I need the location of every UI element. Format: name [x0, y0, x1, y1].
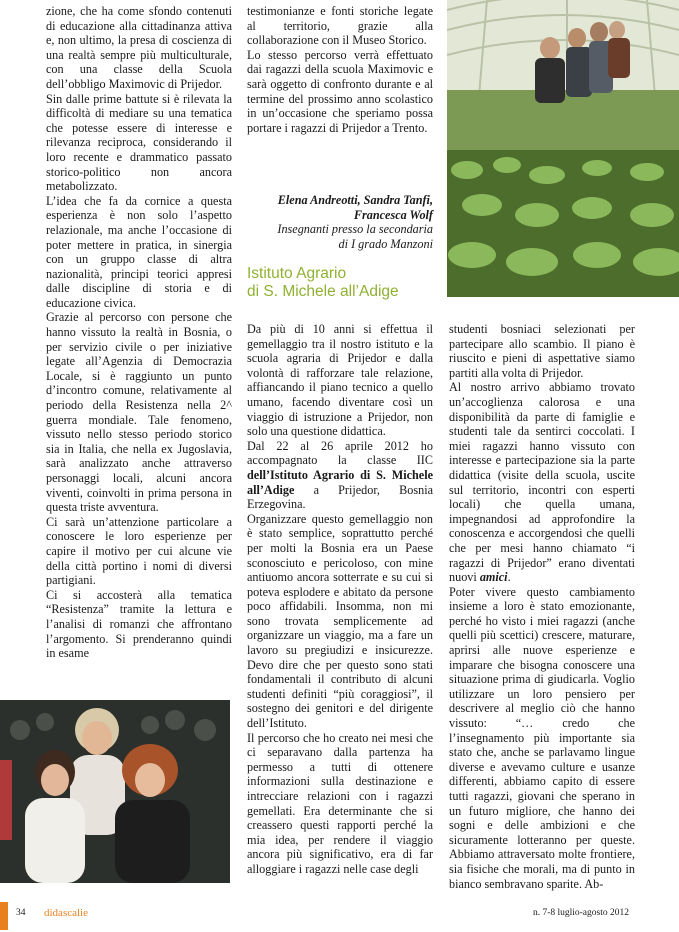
col3-paragraph: studenti bosniaci selezionati per partecipare allo scambio. Il piano è riuscito e pieni di aspettative siamo partiti alla volta di Prijedor.	[449, 322, 635, 380]
text-span: Al nostro arrivo abbiamo trovato un’accoglienza calorosa e una disponibilità da parte di famiglie e studenti tale da sentirci coccolati. I miei ragazzi hanno vissuto con interesse e partecipazione sia la parte didattica (visite della scuola, uscite sul territorio, incontri con esperti locali) che quella umana, impegnandosi ad approfondire la conoscenza e accorgendosi che quelli che per mesi hanno chiamato “i ragazzi di Prijedor” erano diventati nuovi	[449, 380, 635, 585]
greenhouse-illustration	[447, 0, 679, 297]
bold-school-name: dell’Istituto Agrario di S. Michele all’Adige	[247, 467, 433, 497]
col2-paragraph: Organizzare questo gemellaggio non è stato semplice, soprattutto perché per molti la Bosnia era un Paese sconosciuto e pericoloso, con mine antiuomo ancora sotterrate e su cui si poteva esplodere e abitato da persone poco affidabili. Insomma, non mi sono trovata semplicemente ad organizzare un viaggio, ma a fare un lavoro su pregiudizi e insicurezze. Devo dire che per questo sono stati fondamentali il contributo di alcuni studenti definiti “più coraggiosi”, il sostegno dei genitori e del dirigente dell’Istituto.	[247, 511, 433, 731]
text-span: a Prijedor, Bosnia Erzegovina.	[247, 482, 433, 512]
column-2-top	[247, 4, 433, 135]
column-3	[449, 322, 635, 891]
col2-paragraph: testimonianze e fonti storiche legate al territorio, grazie alla collaborazione con il Museo Storico.	[247, 4, 433, 48]
author-role: di I grado Manzoni	[338, 236, 433, 251]
col1-paragraph: Ci sarà un’attenzione particolare a conoscere le loro esperienze per capire il motivo per cui alcune vie della città portino i nomi di diversi partigiani.	[46, 514, 232, 588]
col2-paragraph: Da più di 10 anni si effettua il gemellaggio tra il nostro istituto e la scuola agraria di Prijedor e dalla volontà di rafforzare tale relazione, affiancando il piano tecnico a quello umano, facendo diventare così un viaggio di istruzione a Prijedor, non solo una questione didattica.	[247, 322, 433, 439]
col1-paragraph: zione, che ha come sfondo contenuti di educazione alla cittadinanza attiva e, non ultimo, la presa di coscienza di una realtà sempre più multiculturale, con una classe della Scuola dell’obbligo Maximovic di Prijedor.	[46, 4, 232, 91]
page-number: 34	[16, 908, 26, 918]
text-span: Dal 22 al 26 aprile 2012 ho accompagnato la classe IIC	[247, 438, 433, 468]
bold-italic-word: amici	[479, 570, 508, 585]
footer-accent-bar	[0, 902, 8, 930]
magazine-name: didascalie	[44, 907, 88, 919]
col2-paragraph: Lo stesso percorso verrà effettuato dai ragazzi della scuola Maximovic e sarà oggetto di confronto durante e al termine del prossimo anno scolastico in un’occasione che speriamo possa portare i ragazzi di Prijedor a Trento.	[247, 47, 433, 135]
col2-paragraph: Il percorso che ho creato nei mesi che ci separavano dalla partenza ha permesso a tutti di ottenere informazioni sulla destinazione e intrecciare relazioni con i ragazzi gemellati. Era determinante che si creassero questi rapporti perché la mia idea, per rendere il viaggio ancora più significativo, era di far alloggiare i ragazzi nelle case degli	[247, 730, 433, 876]
section-title	[247, 265, 447, 301]
greenhouse-photo	[447, 0, 679, 297]
author-names: Francesca Wolf	[353, 207, 433, 222]
text-span: .	[507, 570, 511, 585]
col2-paragraph	[247, 439, 433, 512]
column-1	[46, 4, 232, 661]
col3-paragraph	[449, 380, 635, 584]
col3-paragraph: Poter vivere questo cambiamento insieme a loro è stato emozionante, perché ho visto i miei ragazzi (anche quelli più scettici) crescere, maturare, aprirsi alle nuove esperienze e imparare che bisogna conoscere una situazione prima di giudicarla. Voglio utilizzare un loro pensiero per descrivere al meglio ciò che hanno vissuto: “… credo che l’insegnamento più importante sia stato che, anche se parlavamo lingue diverse e avevamo culture e usanze differenti, abbiamo capito di essere tutti ragazzi, giovani che sperano in un futuro migliore, che hanno dei sogni e delle ambizioni e che sicuramente lotteranno per queste. Abbiamo attraversato molte frontiere, sia fisiche che morali, ma di punto in bianco sembravano sparite. Ab-	[449, 584, 635, 891]
col1-paragraph: Grazie al percorso con persone che hanno vissuto la realtà in Bosnia, o per servizio civile o per iniziative legate all’Agenzia di Democrazia Locale, si è raggiunto un punto d’incontro comune, relativamente al periodo della Resistenza nella 2^ guerra mondiale. Tale fenomeno, vissuto nello stesso periodo storico sia in Italia, che nella ex Jugoslavia, sarà analizzato anche attraverso personaggi locali, alcuni ancora viventi, coinvolti in prima persona in questa triste avventura.	[46, 310, 232, 515]
col1-paragraph: Ci si accosterà alla tematica “Resistenza” tramite la lettura e l’analisi di romanzi che affrontano l’argomento. Si prenderanno quindi in esame	[46, 587, 232, 661]
section-title-line: di S. Michele all’Adige	[247, 283, 399, 300]
group-illustration	[0, 700, 230, 883]
author-names: Elena Andreotti, Sandra Tanfi,	[277, 193, 433, 207]
col1-paragraph: L’idea che fa da cornice a questa esperienza è non solo l’aspetto relazionale, ma anche l’occasione di poter mettere in pratica, in sinergia con un gruppo classe di altra nazionalità, principi teorici appresi dalle discipline di storia e di educazione civica.	[46, 193, 232, 310]
col1-paragraph: Sin dalle prime battute si è rilevata la difficoltà di mediare su una tematica che potesse essere di interesse e rilevanza reciproca, considerando il loro recente e drammatico passato storico-politico non ancora metabolizzato.	[46, 91, 232, 194]
page-footer	[0, 898, 679, 932]
issue-info: n. 7-8 luglio-agosto 2012	[532, 908, 629, 918]
column-2-bottom	[247, 322, 433, 877]
section-title-line: Istituto Agrario	[247, 265, 347, 282]
author-signature	[247, 193, 433, 251]
author-role: Insegnanti presso la secondaria	[277, 222, 433, 237]
group-photo	[0, 700, 230, 883]
